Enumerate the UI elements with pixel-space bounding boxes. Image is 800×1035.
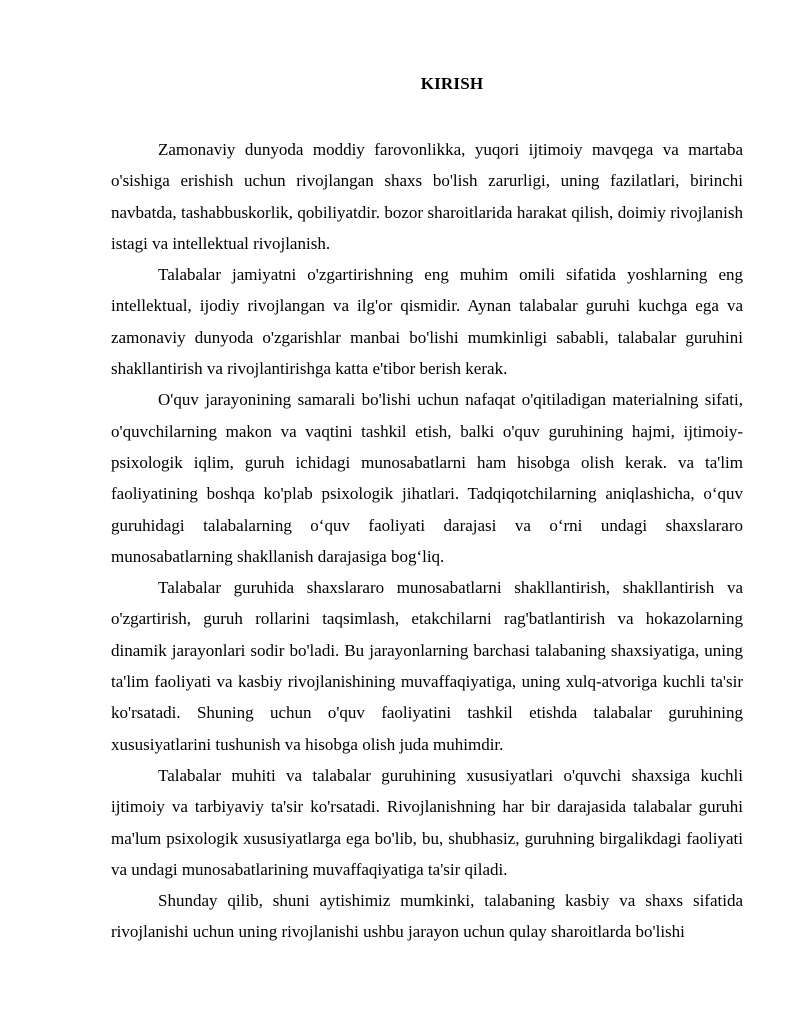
paragraph: Talabalar guruhida shaxslararo munosabatlarni shakllantirish, shakllantirish va o'zgartirish, guruh rollarini taqsimlash, etakchilarni rag'batlantirish va hokazolarning dinamik jarayonlari sodir bo'ladi. Bu jarayonlarning barchasi talabaning shaxsiyatiga, uning ta'lim faoliyati va kasbiy rivojlanishining muvaffaqiyatiga, uning xulq-atvoriga kuchli ta'sir ko'rsatadi. Shuning uchun o'quv faoliyatini tashkil etishda talabalar guruhining xususiyatlarini tushunish va hisobga olish juda muhimdir. [111, 578, 743, 754]
paragraph: O'quv jarayonining samarali bo'lishi uchun nafaqat o'qitiladigan materialning sifati, o'quvchilarning makon va vaqtini tashkil etish, balki o'quv guruhining hajmi, ijtimoiy-psixologik iqlim, guruh ichidagi munosabatlarni ham hisobga olish kerak. va ta'lim faoliyatining boshqa ko'plab psixologik jihatlari. Tadqiqotchilarning aniqlashicha, o‘quv guruhidagi talabalarning o‘quv faoliyati darajasi va o‘rni undagi shaxslararo munosabatlarning shakllanish darajasiga bog‘liq. [111, 390, 743, 566]
paragraph: Zamonaviy dunyoda moddiy farovonlikka, yuqori ijtimoiy mavqega va martaba o'sishiga erishish uchun rivojlangan shaxs bo'lish zarurligi, uning fazilatlari, birinchi navbatda, tashabbuskorlik, qobiliyatdir. bozor sharoitlarida harakat qilish, doimiy rivojlanish istagi va intellektual rivojlanish. [111, 140, 743, 253]
document-body [111, 134, 743, 948]
paragraph: Shunday qilib, shuni aytishimiz mumkinki, talabaning kasbiy va shaxs sifatida rivojlanishi uchun uning rivojlanishi ushbu jarayon uchun qulay sharoitlarda bo'lishi [111, 891, 743, 942]
paragraph: Talabalar muhiti va talabalar guruhining xususiyatlari o'quvchi shaxsiga kuchli ijtimoiy va tarbiyaviy ta'sir ko'rsatadi. Rivojlanishning har bir darajasida talabalar guruhi ma'lum psixologik xususiyatlarga ega bo'lib, bu, shubhasiz, guruhning birgalikdagi faoliyati va undagi munosabatlarining muvaffaqiyatiga ta'sir qiladi. [111, 765, 743, 879]
paragraph: Talabalar jamiyatni o'zgartirishning eng muhim omili sifatida yoshlarning eng intellektual, ijodiy rivojlangan va ilg'or qismidir. Aynan talabalar guruhi kuchga ega va zamonaviy dunyoda o'zgarishlar manbai bo'lishi mumkinligi sababli, talabalar guruhini shakllantirish va rivojlantirishga katta e'tibor berish kerak. [111, 265, 743, 379]
document-title: KIRISH [420, 74, 484, 93]
